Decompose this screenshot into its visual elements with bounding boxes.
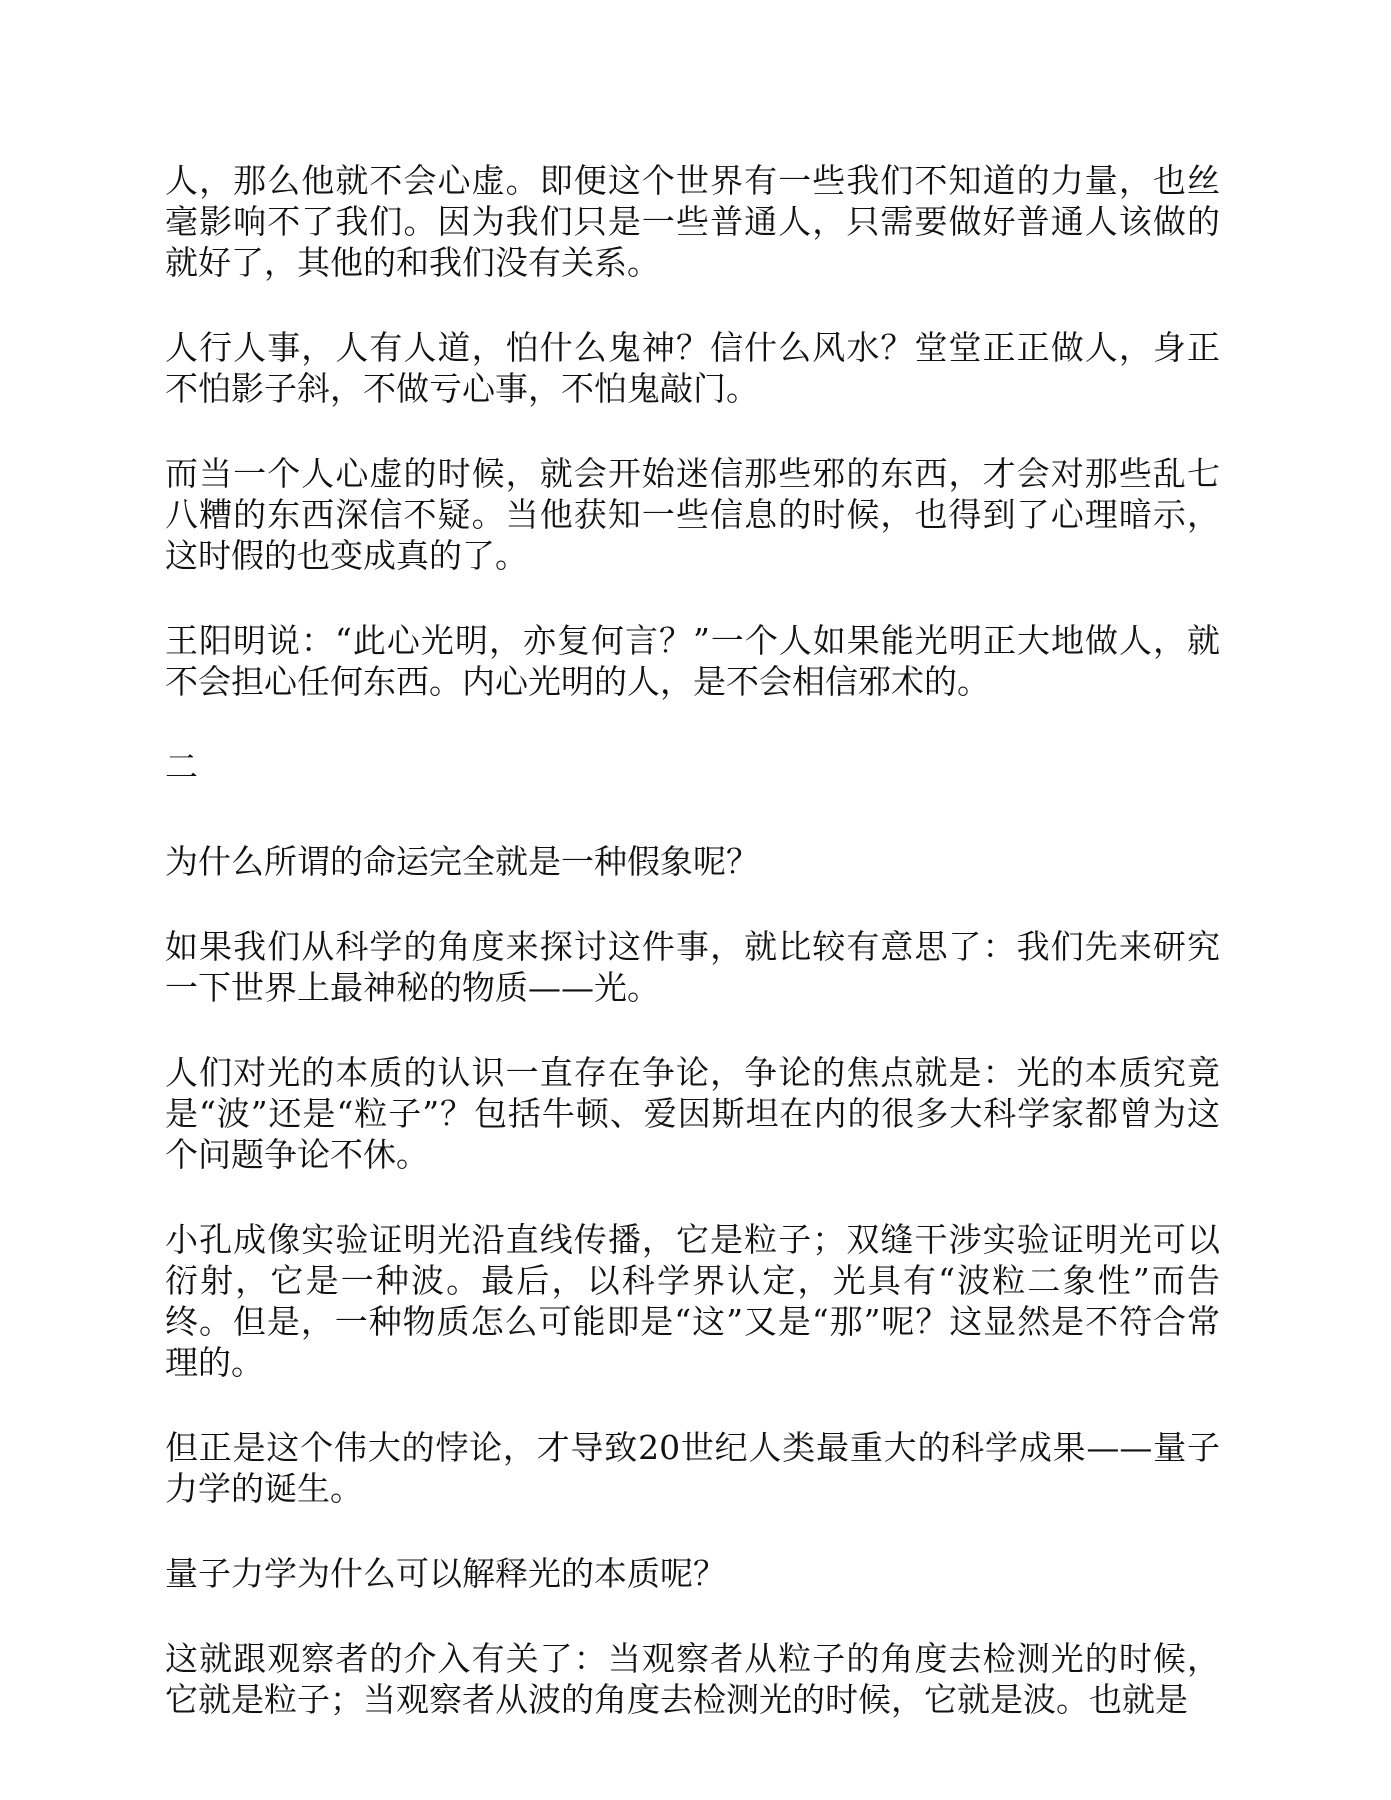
paragraph: 王阳明说：“此心光明，亦复何言？”一个人如果能光明正大地做人，就不会担心任何东西。内心光明的人，是不会相信邪术的。 [165, 621, 1220, 701]
paragraph: 小孔成像实验证明光沿直线传播，它是粒子；双缝干涉实验证明光可以衍射，它是一种波。最后，以科学界认定，光具有“波粒二象性”而告终。但是，一种物质怎么可能即是“这”又是“那”呢？这显然是不符合常理的。 [165, 1220, 1220, 1382]
paragraph: 人们对光的本质的认识一直存在争论，争论的焦点就是：光的本质究竟是“波”还是“粒子”？包括牛顿、爱因斯坦在内的很多大科学家都曾为这个问题争论不休。 [165, 1053, 1220, 1174]
paragraph: 这就跟观察者的介入有关了：当观察者从粒子的角度去检测光的时候，它就是粒子；当观察者从波的角度去检测光的时候，它就是波。也就是 [165, 1639, 1220, 1719]
paragraph: 量子力学为什么可以解释光的本质呢？ [165, 1554, 726, 1593]
document-body [165, 160, 1220, 1764]
paragraph: 而当一个人心虚的时候，就会开始迷信那些邪的东西，才会对那些乱七八糟的东西深信不疑。当他获知一些信息的时候，也得到了心理暗示，这时假的也变成真的了。 [165, 454, 1220, 575]
paragraph: 人，那么他就不会心虚。即便这个世界有一些我们不知道的力量，也丝毫影响不了我们。因为我们只是一些普通人，只需要做好普通人该做的就好了，其他的和我们没有关系。 [165, 161, 1220, 282]
paragraph: 人行人事，人有人道，怕什么鬼神？信什么风水？堂堂正正做人，身正不怕影子斜，不做亏心事，不怕鬼敲门。 [165, 328, 1220, 408]
section-number: 二 [165, 747, 198, 786]
paragraph: 如果我们从科学的角度来探讨这件事，就比较有意思了：我们先来研究一下世界上最神秘的物质——光。 [165, 927, 1220, 1007]
paragraph: 为什么所谓的命运完全就是一种假象呢？ [165, 842, 759, 881]
paragraph: 但正是这个伟大的悖论，才导致20世纪人类最重大的科学成果——量子力学的诞生。 [165, 1428, 1220, 1508]
